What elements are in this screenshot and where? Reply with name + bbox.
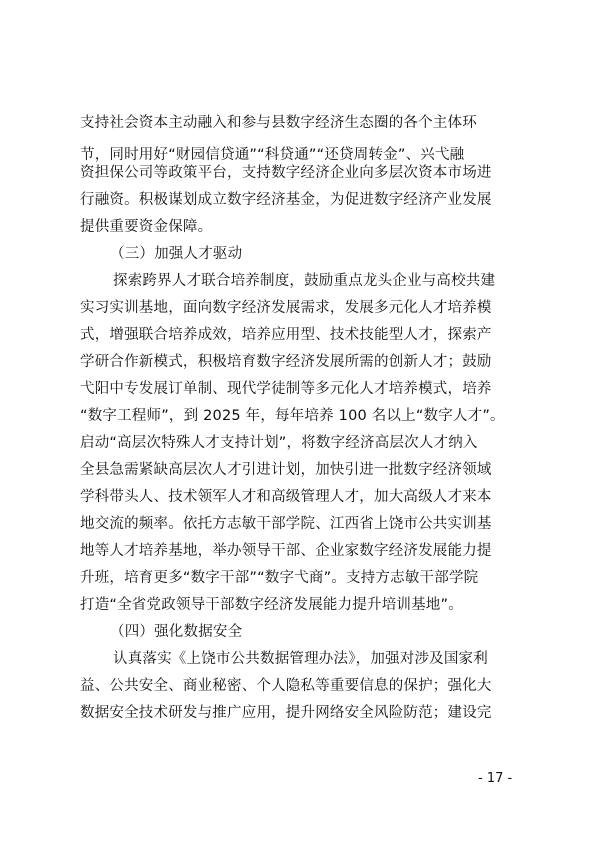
body-line: 地等人才培养基地，举办领导干部、企业家数字经济发展能力提 — [80, 543, 492, 559]
body-line: 升班，培育更多“数字干部”“数字弋商”。支持方志敏干部学院 — [80, 570, 479, 586]
body-line: 行融资。积极谋划成立数字经济基金，为促进数字经济产业发展 — [80, 192, 492, 208]
body-line: 实习实训基地，面向数字经济发展需求，发展多元化人才培养模 — [80, 300, 492, 316]
paragraph-first-line: 认真落实《上饶市公共数据管理办法》，加强对涉及国家利 — [113, 651, 488, 667]
body-line: 提供重要资金保障。 — [80, 219, 213, 235]
body-line: 弋阳中专发展订单制、现代学徒制等多元化人才培养模式，培养 — [80, 381, 492, 397]
body-line: 打造“全省党政领导干部数字经济发展能力提升培训基地”。 — [80, 597, 463, 613]
body-line: 启动“高层次特殊人才支持计划”，将数字经济高层次人才纳入 — [80, 435, 478, 451]
body-line: 全县急需紧缺高层次人才引进计划，加快引进一批数字经济领域 — [80, 462, 492, 478]
section-heading: （四）强化数据安全 — [110, 624, 243, 640]
page-number: - 17 - — [478, 771, 513, 786]
section-heading: （三）加强人才驱动 — [110, 246, 243, 262]
body-line: 资担保公司等政策平台，支持数字经济企业向多层次资本市场进 — [80, 165, 492, 181]
body-line: 支持社会资本主动融入和参与县数字经济生态圈的各个主体环 — [80, 115, 477, 131]
body-line: 节，同时用好“财园信贷通”“科贷通”“还贷周转金”、兴弋融 — [80, 147, 465, 163]
body-line: 学研合作新模式，积极培育数字经济发展所需的创新人才；鼓励 — [80, 354, 492, 370]
body-line: 学科带头人、技术领军人才和高级管理人才，加大高级人才来本 — [80, 489, 492, 505]
body-line: 数据安全技术研发与推广应用，提升网络安全风险防范；建设完 — [80, 705, 492, 721]
body-line: 地交流的频率。依托方志敏干部学院、江西省上饶市公共实训基 — [80, 516, 492, 532]
body-line: 益、公共安全、商业秘密、个人隐私等重要信息的保护；强化大 — [80, 678, 492, 694]
body-line: 式，增强联合培养成效，培养应用型、技术技能型人才，探索产 — [80, 327, 492, 343]
paragraph-first-line: 探索跨界人才联合培养制度，鼓励重点龙头企业与高校共建 — [113, 273, 496, 289]
body-line: “数字工程师”，到 2025 年，每年培养 100 名以上“数字人才”。 — [80, 408, 505, 424]
